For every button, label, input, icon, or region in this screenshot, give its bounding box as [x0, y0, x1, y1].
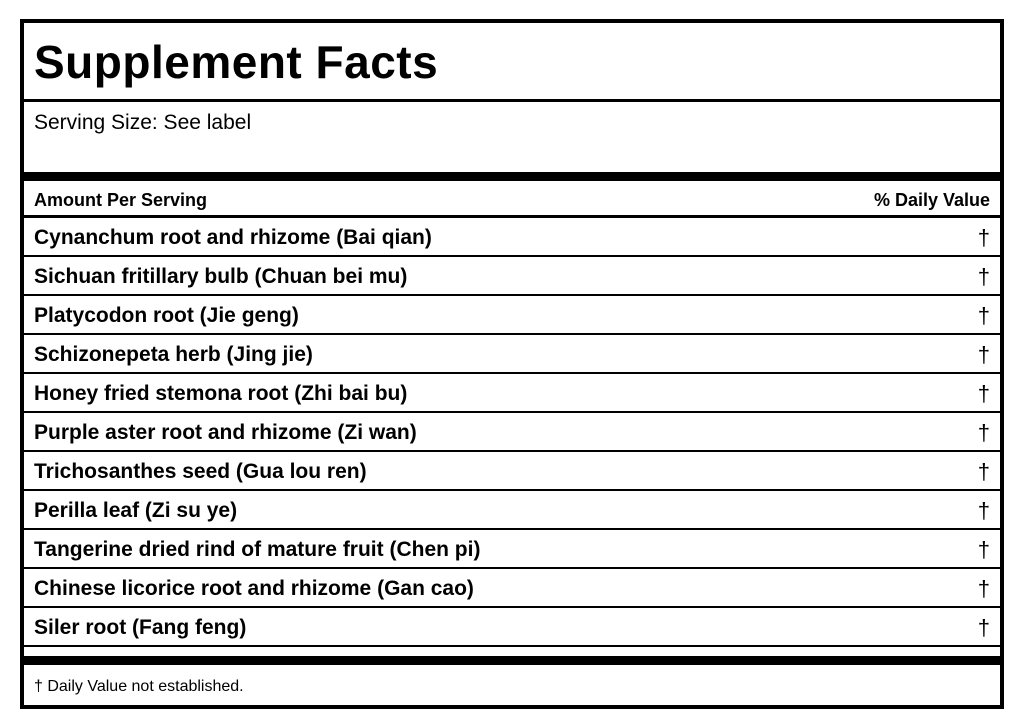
ingredient-name: Sichuan fritillary bulb (Chuan bei mu): [34, 265, 408, 288]
ingredient-daily-value: †: [977, 420, 990, 445]
ingredient-row: [24, 296, 1000, 335]
ingredient-daily-value: †: [977, 225, 990, 250]
ingredient-name: Honey fried stemona root (Zhi bai bu): [34, 382, 408, 405]
ingredient-daily-value: †: [977, 576, 990, 601]
ingredient-row: [24, 530, 1000, 569]
ingredient-name: Schizonepeta herb (Jing jie): [34, 343, 313, 366]
ingredient-name: Siler root (Fang feng): [34, 616, 247, 639]
supplement-facts-label: [20, 19, 1004, 709]
ingredient-row: [24, 374, 1000, 413]
ingredient-daily-value: †: [977, 342, 990, 367]
ingredient-name: Chinese licorice root and rhizome (Gan cao): [34, 577, 474, 600]
ingredient-row: [24, 218, 1000, 257]
ingredient-daily-value: †: [977, 264, 990, 289]
ingredient-row: [24, 452, 1000, 491]
ingredient-name: Perilla leaf (Zi su ye): [34, 499, 238, 522]
ingredient-name: Tangerine dried rind of mature fruit (Chen pi): [34, 538, 481, 561]
label-title: Supplement Facts: [34, 36, 439, 88]
ingredient-row: [24, 608, 1000, 647]
ingredient-row: [24, 491, 1000, 530]
ingredient-list: [24, 218, 1000, 647]
daily-value-header: % Daily Value: [873, 190, 990, 210]
ingredient-daily-value: †: [977, 459, 990, 484]
serving-size: Serving Size: See label: [34, 111, 252, 134]
column-header-row: [24, 181, 1000, 218]
ingredient-row: [24, 335, 1000, 374]
ingredient-row: [24, 413, 1000, 452]
ingredient-name: Cynanchum root and rhizome (Bai qian): [34, 226, 432, 249]
divider-thick-top: [24, 172, 1000, 181]
footnote: † Daily Value not established.: [34, 678, 244, 695]
ingredient-row: [24, 257, 1000, 296]
ingredient-daily-value: †: [977, 537, 990, 562]
ingredient-name: Trichosanthes seed (Gua lou ren): [34, 460, 367, 483]
divider-thick-bottom: [24, 656, 1000, 665]
ingredient-daily-value: †: [977, 303, 990, 328]
ingredient-name: Purple aster root and rhizome (Zi wan): [34, 421, 417, 444]
amount-per-serving-header: Amount Per Serving: [34, 190, 208, 210]
ingredient-row: [24, 569, 1000, 608]
ingredient-daily-value: †: [977, 498, 990, 523]
ingredient-name: Platycodon root (Jie geng): [34, 304, 299, 327]
title-row: [24, 23, 1000, 102]
ingredient-daily-value: †: [977, 615, 990, 640]
ingredient-daily-value: †: [977, 381, 990, 406]
